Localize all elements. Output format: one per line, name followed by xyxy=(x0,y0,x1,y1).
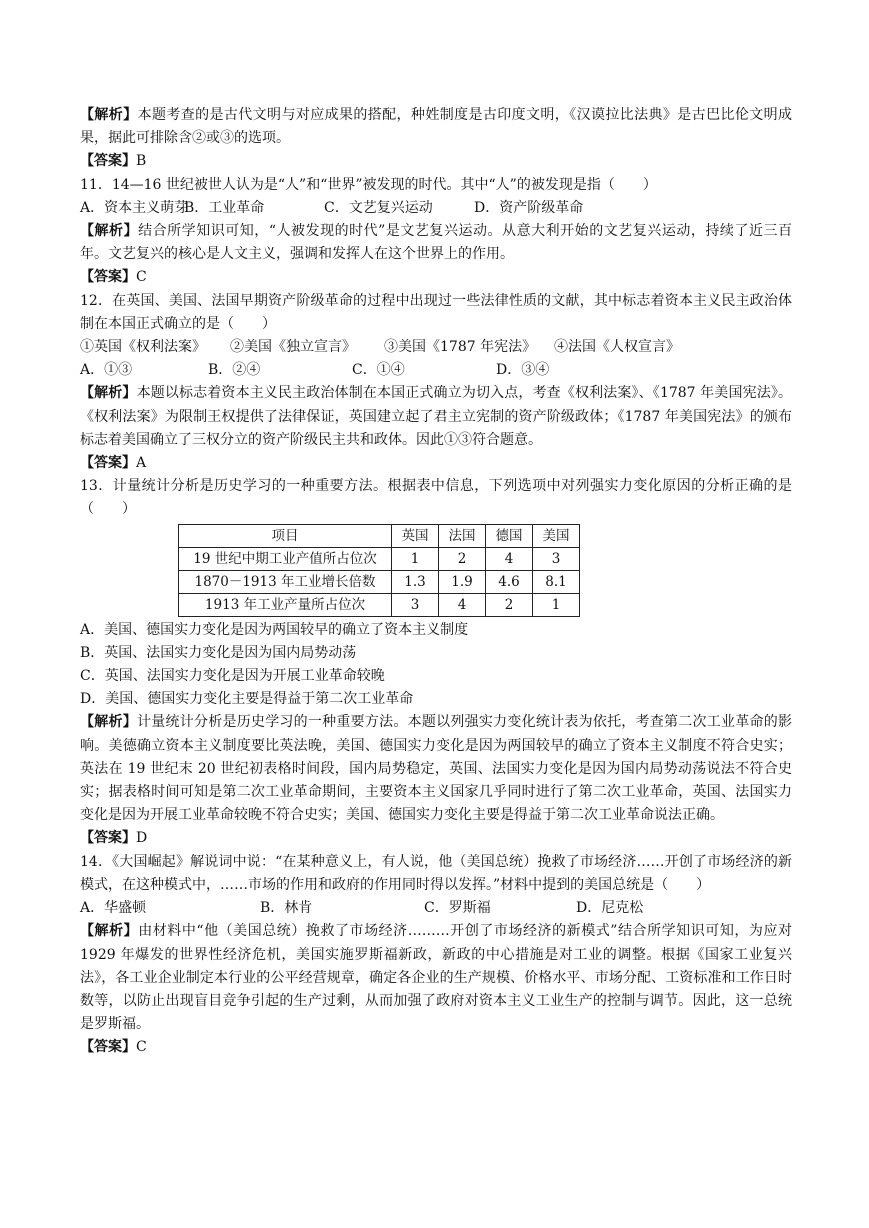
analysis-11 xyxy=(80,220,792,266)
table-cell: 4 xyxy=(486,547,533,570)
option-c: C．①④ xyxy=(352,362,405,379)
table-cell: 1.3 xyxy=(392,570,439,593)
option-d: D．③④ xyxy=(496,362,550,379)
option-c: C．罗斯福 xyxy=(424,900,491,917)
options-14 xyxy=(80,897,792,920)
table-cell: 3 xyxy=(392,593,439,616)
question-13: 13．计量统计分析是历史学习的一种重要方法。根据表中信息，下列选项中对列强实力变化原因的分析正确的是（ ） xyxy=(80,478,792,518)
analysis-label: 【解析】 xyxy=(80,107,138,123)
options-12 xyxy=(80,359,792,382)
table-header-cell: 德国 xyxy=(486,524,533,547)
answer-12 xyxy=(80,452,792,475)
table-row xyxy=(179,570,580,593)
document-1: ①英国《权利法案》 xyxy=(80,339,206,356)
answer-14 xyxy=(80,1036,792,1059)
analysis-label: 【解析】 xyxy=(80,223,139,240)
answer-label: 【答案】 xyxy=(80,830,136,847)
table-row xyxy=(179,593,580,616)
answer-value: A xyxy=(136,455,147,472)
answer-value: D xyxy=(136,830,148,847)
table-header-row xyxy=(179,524,580,547)
table-cell: 2 xyxy=(439,547,486,570)
answer-label: 【答案】 xyxy=(80,153,136,170)
option-c: C．文艺复兴运动 xyxy=(324,199,433,216)
analysis-text: 结合所学知识可知，“人被发现的时代”是文艺复兴运动。从意大利开始的文艺复兴运动，持续了近三百年。文艺复兴的核心是人文主义，强调和发挥人在这个世界上的作用。 xyxy=(80,223,793,263)
table-cell: 4.6 xyxy=(486,570,533,593)
document-2: ②美国《独立宣言》 xyxy=(230,339,356,356)
option-b: B．工业革命 xyxy=(184,199,265,216)
option-a: A．资本主义萌芽 xyxy=(80,199,189,216)
answer-value: B xyxy=(136,153,147,170)
table-header-cell: 法国 xyxy=(439,524,486,547)
option-a: A．①③ xyxy=(80,362,133,379)
question-11: 11．14—16 世纪被世人认为是“人”和“世界”被发现的时代。其中“人”的被发现是指（ ） xyxy=(80,176,657,193)
analysis-text: 由材料中“他（美国总统）挽救了市场经济………开创了市场经济的新模式”结合所学知识可知，为应对 1929 年爆发的世界性经济危机，美国实施罗斯福新政，新政的中心措施是对工业的调整。根据《国家工业复兴法》，各工业企业制定本行业的公平经营规章，确定各企业的生产规模、价格水平、市场分配、工资标准和工作日时数等，以防止出现盲目竞争引起的生产过剩，从而加强了政府对资本主义工业生产的控制与调节。因此，这一总统是罗斯福。 xyxy=(80,923,793,1033)
table-cell: 19 世纪中期工业产值所占位次 xyxy=(179,547,392,570)
analysis-label: 【解析】 xyxy=(80,714,137,731)
documents-12 xyxy=(80,336,792,359)
answer-11 xyxy=(80,266,792,289)
analysis-text: 本题考查的是古代文明与对应成果的搭配，种姓制度是古印度文明，《汉谟拉比法典》是古巴比伦文明成果，据此可排除含②或③的选项。 xyxy=(80,107,793,147)
answer-label: 【答案】 xyxy=(80,1039,136,1056)
table-cell: 4 xyxy=(439,593,486,616)
answer-label: 【答案】 xyxy=(80,455,136,472)
table-cell: 3 xyxy=(533,547,580,570)
option-d: D．尼克松 xyxy=(576,900,644,917)
analysis-text: 计量统计分析是历史学习的一种重要方法。本题以列强实力变化统计表为依托，考查第二次工业革命的影响。美德确立资本主义制度要比英法晚，美国、德国实力变化是因为两国较早的确立了资本主义制度不符合史实；英法在 19 世纪末 20 世纪初表格时间段，国内局势稳定，英国、法国实力变化是因为国内局势动荡说法不符合史实；据表格时间可知是第二次工业革命期间，主要资本主义国家几乎同时进行了第二次工业革命，英国、法国实力变化是因为开展工业革命较晚不符合史实；美国、德国实力变化主要是得益于第二次工业革命说法正确。 xyxy=(80,714,793,824)
option-b: B．林肯 xyxy=(260,900,313,917)
document-3: ③美国《1787 年宪法》 xyxy=(384,339,537,356)
options-11 xyxy=(80,197,792,220)
option-a: A．华盛顿 xyxy=(80,900,147,917)
table-header-cell: 美国 xyxy=(533,524,580,547)
answer-value: C xyxy=(136,1039,147,1056)
option-b: B．英国、法国实力变化是因为国内局势动荡 xyxy=(80,644,357,661)
table-cell: 8.1 xyxy=(533,570,580,593)
answer-10 xyxy=(80,150,792,173)
analysis-label: 【解析】 xyxy=(80,385,137,402)
option-c: C．英国、法国实力变化是因为开展工业革命较晚 xyxy=(80,668,385,685)
question-14: 14．《大国崛起》解说词中说：“在某种意义上，有人说，他（美国总统）挽救了市场经济……开创了市场经济的新模式，在这种模式中，……市场的作用和政府的作用同时得以发挥。”材料中提到的美国总统是（ ） xyxy=(80,853,792,893)
option-d: D．资产阶级革命 xyxy=(474,199,584,216)
question-12: 12．在英国、美国、法国早期资产阶级革命的过程中出现过一些法律性质的文献，其中标志着资本主义民主政治体制在本国正式确立的是（ ） xyxy=(80,292,792,332)
answer-13 xyxy=(80,827,792,850)
option-a: A．美国、德国实力变化是因为两国较早的确立了资本主义制度 xyxy=(80,621,469,638)
table-header-cell: 项目 xyxy=(179,524,392,547)
page-content xyxy=(80,104,792,1060)
table-cell: 1 xyxy=(392,547,439,570)
table-row xyxy=(179,547,580,570)
analysis-label: 【解析】 xyxy=(80,923,139,940)
table-cell: 1870－1913 年工业增长倍数 xyxy=(179,570,392,593)
table-header-cell: 英国 xyxy=(392,524,439,547)
answer-value: C xyxy=(136,269,147,286)
document-4: ④法国《人权宣言》 xyxy=(554,339,680,356)
analysis-12 xyxy=(80,382,792,452)
analysis-10 xyxy=(80,104,792,150)
option-b: B．②④ xyxy=(208,362,261,379)
table-cell: 1913 年工业产量所占位次 xyxy=(179,593,392,616)
option-d: D．美国、德国实力变化主要是得益于第二次工业革命 xyxy=(80,691,414,708)
table-cell: 2 xyxy=(486,593,533,616)
analysis-text: 本题以标志着资本主义民主政治体制在本国正式确立为切入点，考查《权利法案》、《1787 年美国宪法》。《权利法案》为限制王权提供了法律保证，英国建立起了君主立宪制的资产阶级政体；《1787 年美国宪法》的颁布标志着美国确立了三权分立的资产阶级民主共和政体。因此①③符合题意。 xyxy=(80,385,793,448)
analysis-13 xyxy=(80,711,792,827)
answer-label: 【答案】 xyxy=(80,269,136,286)
analysis-14 xyxy=(80,920,792,1036)
statistics-table xyxy=(178,524,580,617)
table-cell: 1.9 xyxy=(439,570,486,593)
table-cell: 1 xyxy=(533,593,580,616)
